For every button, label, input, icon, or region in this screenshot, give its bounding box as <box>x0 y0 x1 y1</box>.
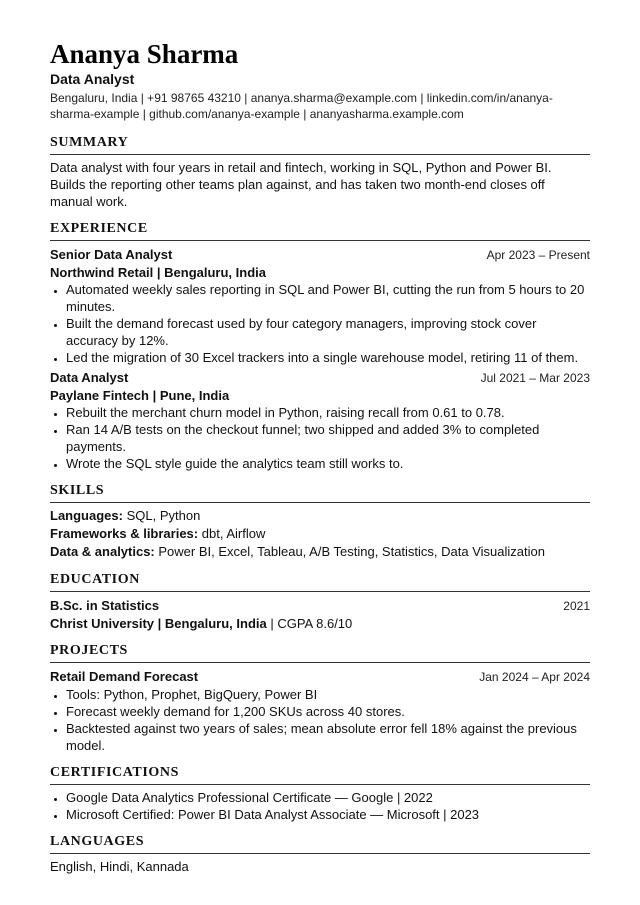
bullet-item: • Backtested against two years of sales; mean absolute error fell 18% against the previous model. <box>66 720 590 754</box>
project-entry <box>50 668 590 754</box>
skill-value: Power BI, Excel, Tableau, A/B Testing, Statistics, Data Visualization <box>158 544 545 559</box>
project-dates: Jan 2024 – Apr 2024 <box>479 670 590 684</box>
skill-label: Languages: <box>50 508 123 523</box>
skill-label: Data & analytics: <box>50 544 155 559</box>
job-org: Northwind Retail | Bengaluru, India <box>50 265 266 280</box>
candidate-title: Data Analyst <box>50 71 135 87</box>
experience-entry <box>50 369 590 472</box>
summary-text: Data analyst with four years in retail and fintech, working in SQL, Python and Power BI. Builds the reporting other teams plan against, and has taken two month-end closes off manual work. <box>50 160 552 209</box>
experience-heading: EXPERIENCE <box>50 220 590 241</box>
certifications-list <box>50 789 590 823</box>
bullet-item: • Led the migration of 30 Excel trackers into a single warehouse model, retiring 11 of them. <box>66 349 590 366</box>
bullet-item: • Ran 14 A/B tests on the checkout funnel; two shipped and added 3% to completed payments. <box>66 421 590 455</box>
summary-heading: SUMMARY <box>50 134 590 155</box>
languages-text: English, Hindi, Kannada <box>50 859 189 874</box>
experience-entry <box>50 246 590 366</box>
certification-item: • Google Data Analytics Professional Certificate — Google | 2022 <box>66 789 590 806</box>
job-bullets <box>50 404 590 472</box>
grade: | CGPA 8.6/10 <box>270 616 353 631</box>
graduation-year: 2021 <box>563 599 590 613</box>
candidate-name: Ananya Sharma <box>50 39 239 69</box>
skill-value: SQL, Python <box>126 508 201 523</box>
contact-line: Bengaluru, India | +91 98765 43210 | ananya.sharma@example.com | linkedin.com/in/ananya-sharma-example | github.com/ananya-example | ananyasharma.example.com <box>50 91 553 121</box>
job-org: Paylane Fintech | Pune, India <box>50 388 230 403</box>
skills-list <box>50 507 590 561</box>
job-dates: Jul 2021 – Mar 2023 <box>480 371 590 385</box>
job-bullets <box>50 281 590 366</box>
skill-line <box>50 507 590 525</box>
projects-heading: PROJECTS <box>50 642 590 663</box>
job-title: Senior Data Analyst <box>50 247 173 262</box>
languages-heading: LANGUAGES <box>50 833 590 854</box>
certifications-heading: CERTIFICATIONS <box>50 764 590 785</box>
education-entry <box>50 597 590 632</box>
project-bullets <box>50 686 590 754</box>
bullet-item: • Rebuilt the merchant churn model in Python, raising recall from 0.61 to 0.78. <box>66 404 590 421</box>
skills-heading: SKILLS <box>50 482 590 503</box>
project-name: Retail Demand Forecast <box>50 669 199 684</box>
bullet-item: • Built the demand forecast used by four category managers, improving stock cover accuracy by 12%. <box>66 315 590 349</box>
bullet-item: • Tools: Python, Prophet, BigQuery, Power BI <box>66 686 590 703</box>
skill-label: Frameworks & libraries: <box>50 526 199 541</box>
bullet-item: • Wrote the SQL style guide the analytics team still works to. <box>66 455 590 472</box>
skill-value: dbt, Airflow <box>201 526 266 541</box>
skill-line <box>50 525 590 543</box>
bullet-item: • Automated weekly sales reporting in SQL and Power BI, cutting the run from 5 hours to 20 minutes. <box>66 281 590 315</box>
skill-line <box>50 543 590 561</box>
job-title: Data Analyst <box>50 370 129 385</box>
bullet-item: • Forecast weekly demand for 1,200 SKUs across 40 stores. <box>66 703 590 720</box>
school: Christ University | Bengaluru, India <box>50 616 267 631</box>
certification-item: • Microsoft Certified: Power BI Data Analyst Associate — Microsoft | 2023 <box>66 806 590 823</box>
job-dates: Apr 2023 – Present <box>486 248 590 262</box>
degree: B.Sc. in Statistics <box>50 598 160 613</box>
education-heading: EDUCATION <box>50 571 590 592</box>
